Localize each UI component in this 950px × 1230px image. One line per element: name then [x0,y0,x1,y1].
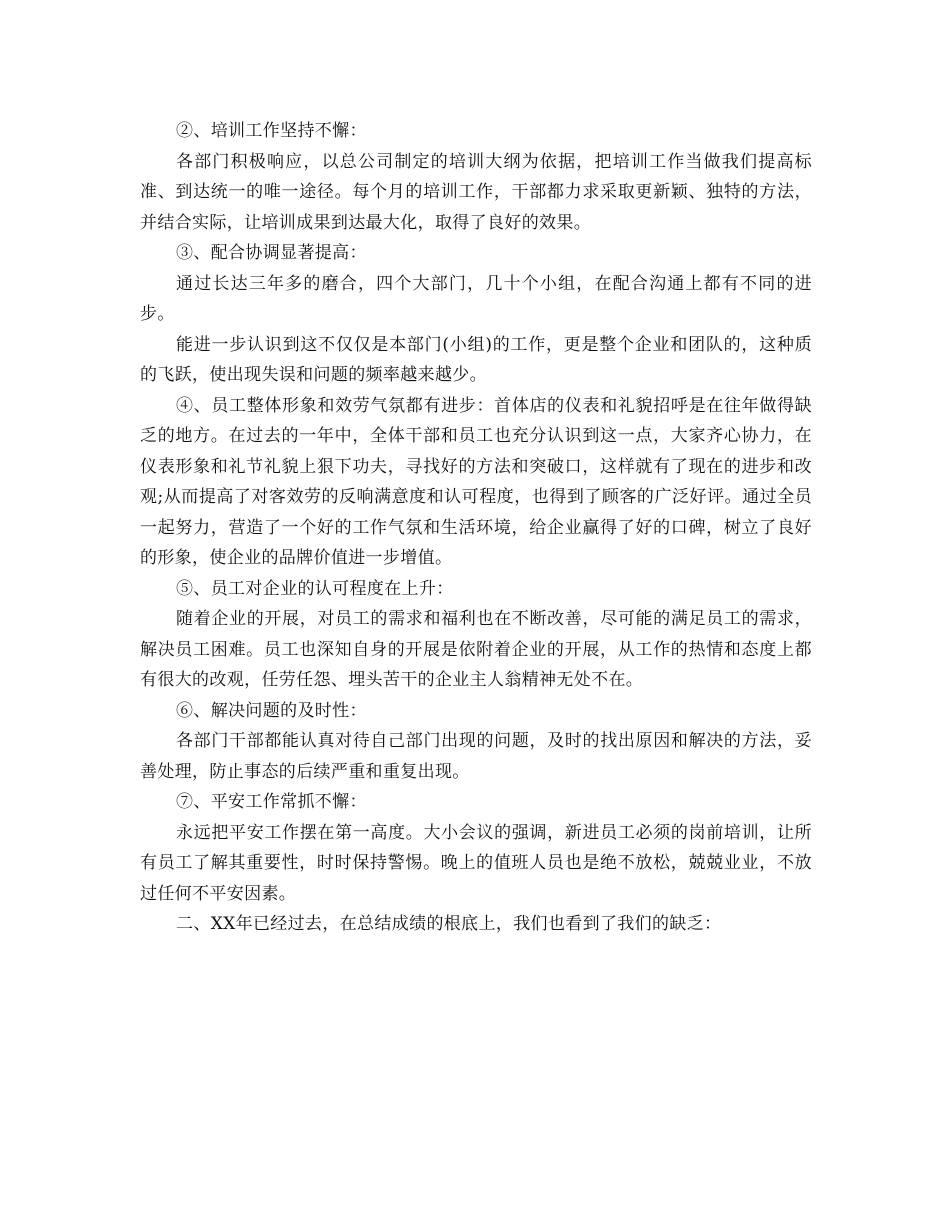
heading-training: ②、培训工作坚持不懈： [176,121,367,141]
paragraph-coordination-2: 能进一步认识到这不仅仅是本部门(小组)的工作，更是整个企业和团队的，这种质的飞跃，使出现失误和问题的频率越来越少。 [140,334,812,385]
paragraph-staff-image: ④、员工整体形象和效劳气氛都有进步：首体店的仪表和礼貌招呼是在往年做得缺乏的地方。在过去的一年中，全体干部和员工也充分认识到这一点，大家齐心协力，在仪表形象和礼节礼貌上狠下功夫，寻找好的方法和突破口，这样就有了现在的进步和改观;从而提高了对客效劳的反响满意度和认可程度，也得到了顾客的广泛好评。通过全员一起努力，营造了一个好的工作气氛和生活环境，给企业赢得了好的口碑，树立了良好的形象，使企业的品牌价值进一步增值。 [140,395,812,568]
heading-shortcomings: 二、XX年已经过去，在总结成绩的根底上，我们也看到了我们的缺乏： [176,914,722,934]
heading-coordination: ③、配合协调显著提高： [176,243,367,263]
paragraph-recognition: 随着企业的开展，对员工的需求和福利也在不断改善，尽可能的满足员工的需求，解决员工困难。员工也深知自身的开展是依附着企业的开展，从工作的热情和态度上都有很大的改观，任劳任怨、埋头苦干的企业主人翁精神无处不在。 [140,609,812,690]
paragraph-safety: 永远把平安工作摆在第一高度。大小会议的强调，新进员工必须的岗前培训，让所有员工了解其重要性，时时保持警惕。晚上的值班人员也是绝不放松，兢兢业业，不放过任何不平安因素。 [140,822,812,904]
heading-safety: ⑦、平安工作常抓不懈： [176,792,367,812]
paragraph-timeliness: 各部门干部都能认真对待自己部门出现的问题，及时的找出原因和解决的方法，妥善处理，防止事态的后续严重和重复出现。 [140,731,812,782]
paragraph-training: 各部门积极响应，以总公司制定的培训大纲为依据，把培训工作当做我们提高标准、到达统一的唯一途径。每个月的培训工作，干部都力求采取更新颖、独特的方法，并结合实际，让培训成果到达最大化，取得了良好的效果。 [140,151,812,233]
document-body [140,116,812,940]
paragraph-coordination-1: 通过长达三年多的磨合，四个大部门，几十个小组，在配合沟通上都有不同的进步。 [140,273,812,324]
heading-timeliness: ⑥、解决问题的及时性： [176,700,367,721]
heading-recognition: ⑤、员工对企业的认可程度在上升： [176,578,454,599]
